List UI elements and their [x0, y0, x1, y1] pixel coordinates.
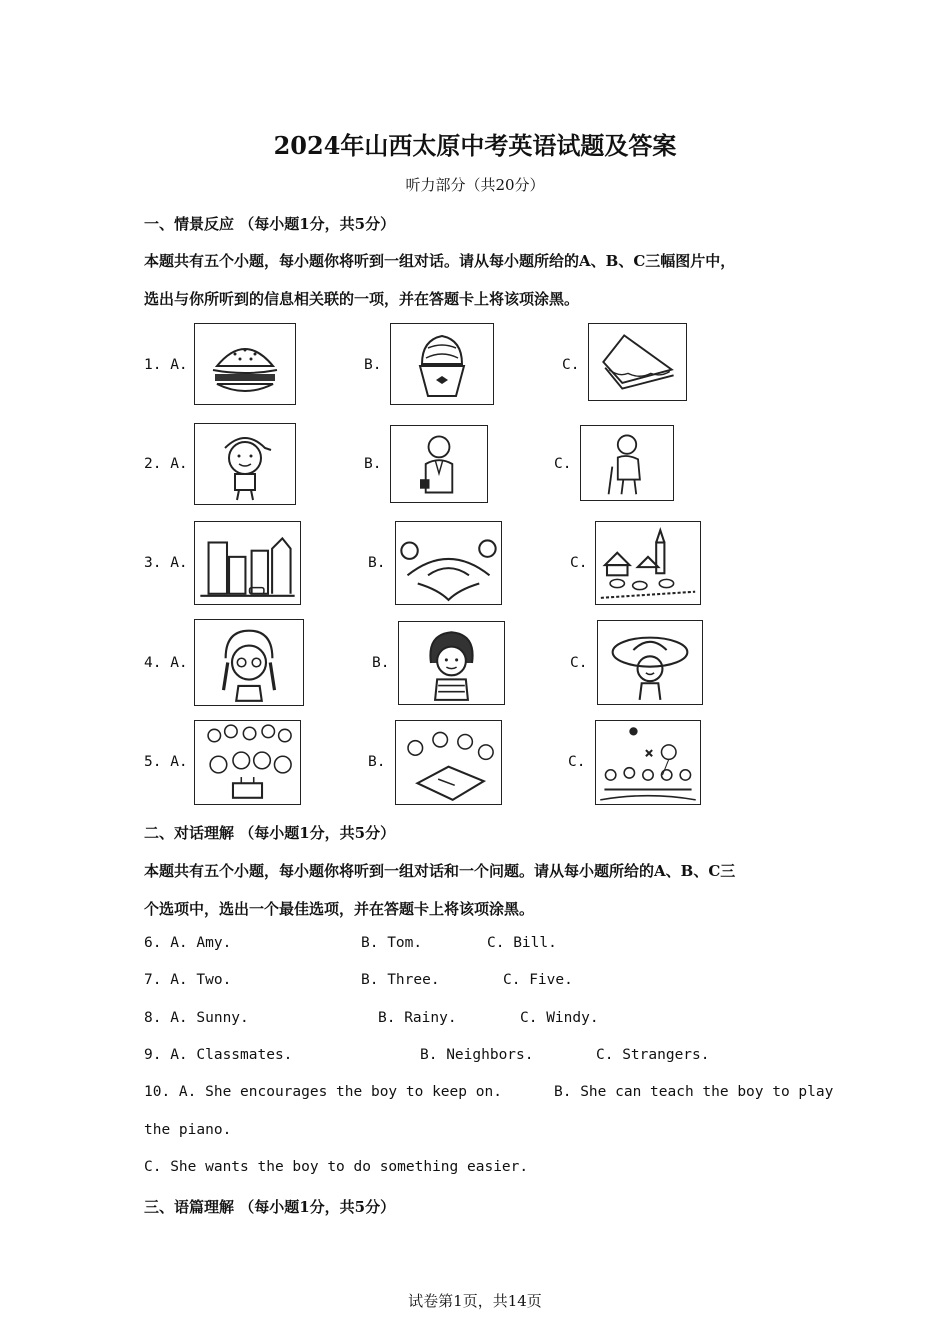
q1-b-label: B. [364, 357, 382, 373]
section3-heading: 三、语篇理解 （每小题1分，共5分） [144, 1198, 396, 1216]
q1-a-hamburger-image [194, 323, 296, 405]
section1-instruction-line2: 选出与你所听到的信息相关联的一项，并在答题卡上将该项涂黑。 [144, 290, 580, 308]
q6-option-a: 6. A. Amy. [144, 935, 232, 951]
q3-b-bridge-river-image [395, 521, 502, 605]
q5-b-label: B. [368, 754, 386, 770]
q4-c-girl-sun-hat-image [597, 620, 703, 705]
q3-label: 3. A. [144, 555, 188, 571]
q8-option-c: C. Windy. [520, 1010, 599, 1026]
q4-b-label: B. [372, 655, 390, 671]
q2-b-man-suit-image [390, 425, 488, 503]
q2-label: 2. A. [144, 456, 188, 472]
q2-b-label: B. [364, 456, 382, 472]
q5-a-birthday-party-image [194, 720, 301, 805]
q10-option-b-continued: the piano. [144, 1122, 232, 1138]
q1-c-label: C. [562, 357, 580, 373]
q10-option-a: 10. A. She encourages the boy to keep on. [144, 1084, 502, 1100]
q6-option-c: C. Bill. [487, 935, 557, 951]
q10-option-c: C. She wants the boy to do something easier. [144, 1159, 529, 1175]
listening-subtitle: 听力部分（共20分） [405, 176, 545, 194]
page-title: 2024年山西太原中考英语试题及答案 [273, 131, 677, 160]
q7-option-b: B. Three. [361, 972, 440, 988]
q6-option-b: B. Tom. [361, 935, 423, 951]
section2-instruction-line1: 本题共有五个小题，每小题你将听到一组对话和一个问题。请从每小题所给的A、B、C三 [144, 862, 736, 880]
q3-c-countryside-image [595, 521, 701, 605]
q9-option-c: C. Strangers. [596, 1047, 710, 1063]
q3-b-label: B. [368, 555, 386, 571]
q10-option-b: B. She can teach the boy to play [554, 1084, 834, 1100]
q3-c-label: C. [570, 555, 588, 571]
q8-option-a: 8. A. Sunny. [144, 1010, 249, 1026]
q2-a-boy-cap-image [194, 423, 296, 505]
q2-c-old-man-cane-image [580, 425, 674, 501]
q3-a-city-buildings-image [194, 521, 301, 605]
q8-option-b: B. Rainy. [378, 1010, 457, 1026]
q7-option-c: C. Five. [503, 972, 573, 988]
q4-label: 4. A. [144, 655, 188, 671]
q9-option-a: 9. A. Classmates. [144, 1047, 293, 1063]
section2-instruction-line2: 个选项中，选出一个最佳选项，并在答题卡上将该项涂黑。 [144, 900, 535, 918]
q9-option-b: B. Neighbors. [420, 1047, 534, 1063]
page-footer: 试卷第1页，共14页 [408, 1292, 542, 1310]
q4-b-girl-short-hair-image [398, 621, 505, 705]
q1-label: 1. A. [144, 357, 188, 373]
q4-c-label: C. [570, 655, 588, 671]
q5-b-meeting-discussion-image [395, 720, 502, 805]
section1-instruction-line1: 本题共有五个小题，每小题你将听到一组对话。请从每小题所给的A、B、C三幅图片中， [144, 252, 736, 270]
q2-c-label: C. [554, 456, 572, 472]
q1-b-cupcake-image [390, 323, 494, 405]
q5-label: 5. A. [144, 754, 188, 770]
q7-option-a: 7. A. Two. [144, 972, 232, 988]
q4-a-girl-glasses-braids-image [194, 619, 304, 706]
section2-heading: 二、对话理解 （每小题1分，共5分） [144, 824, 396, 842]
q1-c-sandwich-image [588, 323, 687, 401]
q5-c-kids-playing-image [595, 720, 701, 805]
section1-heading: 一、情景反应 （每小题1分，共5分） [144, 215, 396, 233]
q5-c-label: C. [568, 754, 586, 770]
